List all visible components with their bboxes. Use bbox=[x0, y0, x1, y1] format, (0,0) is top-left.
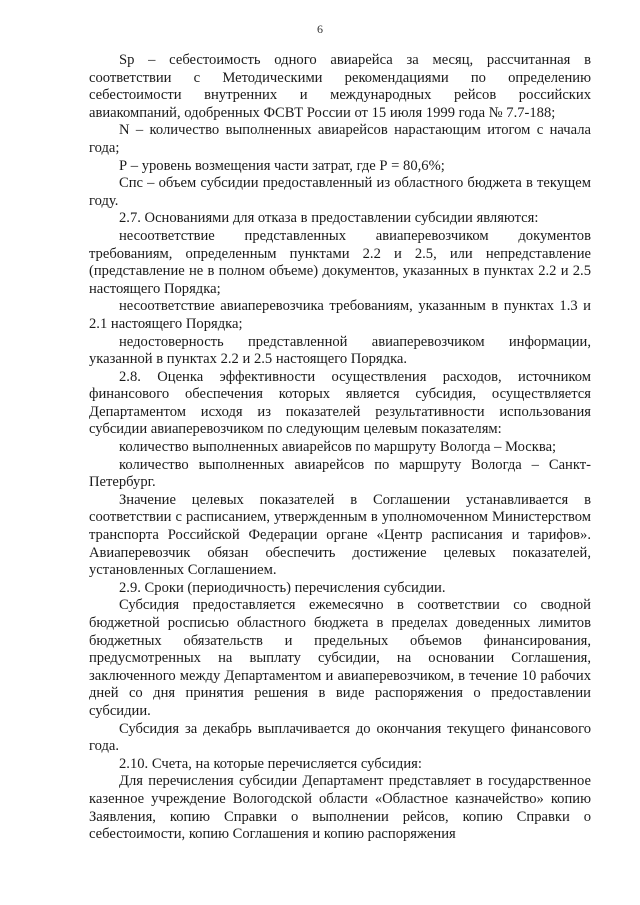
paragraph-sp-definition: Sр – себестоимость одного авиарейса за месяц, рассчитанная в соответствии с Методическими рекомендациями по определению себестоимости внутренних и международных рейсов российских авиакомпаний, одобренных ФСВТ России от 15 июля 1999 года № 7.7-188; bbox=[89, 52, 591, 121]
paragraph-refusal-reason-2: несоответствие авиаперевозчика требованиям, указанным в пунктах 1.3 и 2.1 настоящего Порядка; bbox=[89, 298, 591, 332]
document-body bbox=[89, 52, 591, 844]
paragraph-p-definition: Р – уровень возмещения части затрат, где Р = 80,6%; bbox=[119, 157, 445, 174]
paragraph-subsidy-december: Субсидия за декабрь выплачивается до окончания текущего финансового года. bbox=[89, 720, 591, 755]
paragraph-refusal-reason-3: недостоверность представленной авиаперевозчиком информации, указанной в пунктах 2.2 и 2.5 настоящего Порядка. bbox=[89, 333, 591, 368]
paragraph-2-8: 2.8. Оценка эффективности осуществления расходов, источником финансового обеспечения которых является субсидия, осуществляется Департаментом исходя из показателей результативности использования субсидии авиаперевозчиком по следующим целевым показателям: bbox=[89, 368, 591, 438]
paragraph-accounts: Для перечисления субсидии Департамент представляет в государственное казенное учреждение Вологодской области «Областное казначейство» копию Заявления, копию Справки о выполнении рейсов, копию Справки о себестоимости, копию Соглашения и копию распоряжения bbox=[89, 773, 591, 843]
paragraph-2-7-heading: 2.7. Основаниями для отказа в предоставлении субсидии являются: bbox=[119, 210, 539, 227]
page-number: 6 bbox=[317, 22, 323, 36]
paragraph-target-values: Значение целевых показателей в Соглашении устанавливается в соответствии с расписанием, утвержденным в уполномоченном Министерством транспорта Российской Федерации органе «Центр расписания и тарифов». Авиаперевозчик обязан обеспечить достижение целевых показателей, установленных Соглашением. bbox=[89, 491, 591, 579]
paragraph-indicator-moscow: количество выполненных авиарейсов по маршруту Вологда – Москва; bbox=[119, 439, 557, 456]
paragraph-refusal-reason-1: несоответствие представленных авиаперевозчиком документов требованиям, определенным пунктами 2.2 и 2.5, или непредставление (представление не в полном объеме) документов, указанных в пунктах 2.2 и 2.5 настоящего Порядка; bbox=[89, 227, 591, 297]
paragraph-subsidy-monthly: Субсидия предоставляется ежемесячно в соответствии со сводной бюджетной росписью областного бюджета в пределах доведенных лимитов бюджетных обязательств и предельных объемов финансирования, предусмотренных на выплату субсидии, на основании Соглашения, заключенного между Департаментом и авиаперевозчиком, в течение 10 рабочих дней со дня принятия решения в виде распоряжения о предоставлении субсидии. bbox=[89, 597, 591, 719]
paragraph-sps-definition: Спс – объем субсидии предоставленный из областного бюджета в текущем году. bbox=[89, 175, 591, 209]
paragraph-2-10-heading: 2.10. Счета, на которые перечисляется субсидия: bbox=[119, 755, 422, 772]
paragraph-2-9-heading: 2.9. Сроки (периодичность) перечисления субсидии. bbox=[119, 579, 446, 596]
paragraph-n-definition: N – количество выполненных авиарейсов нарастающим итогом с начала года; bbox=[89, 122, 591, 156]
paragraph-indicator-spb: количество выполненных авиарейсов по маршруту Вологда – Санкт-Петербург. bbox=[89, 456, 591, 491]
